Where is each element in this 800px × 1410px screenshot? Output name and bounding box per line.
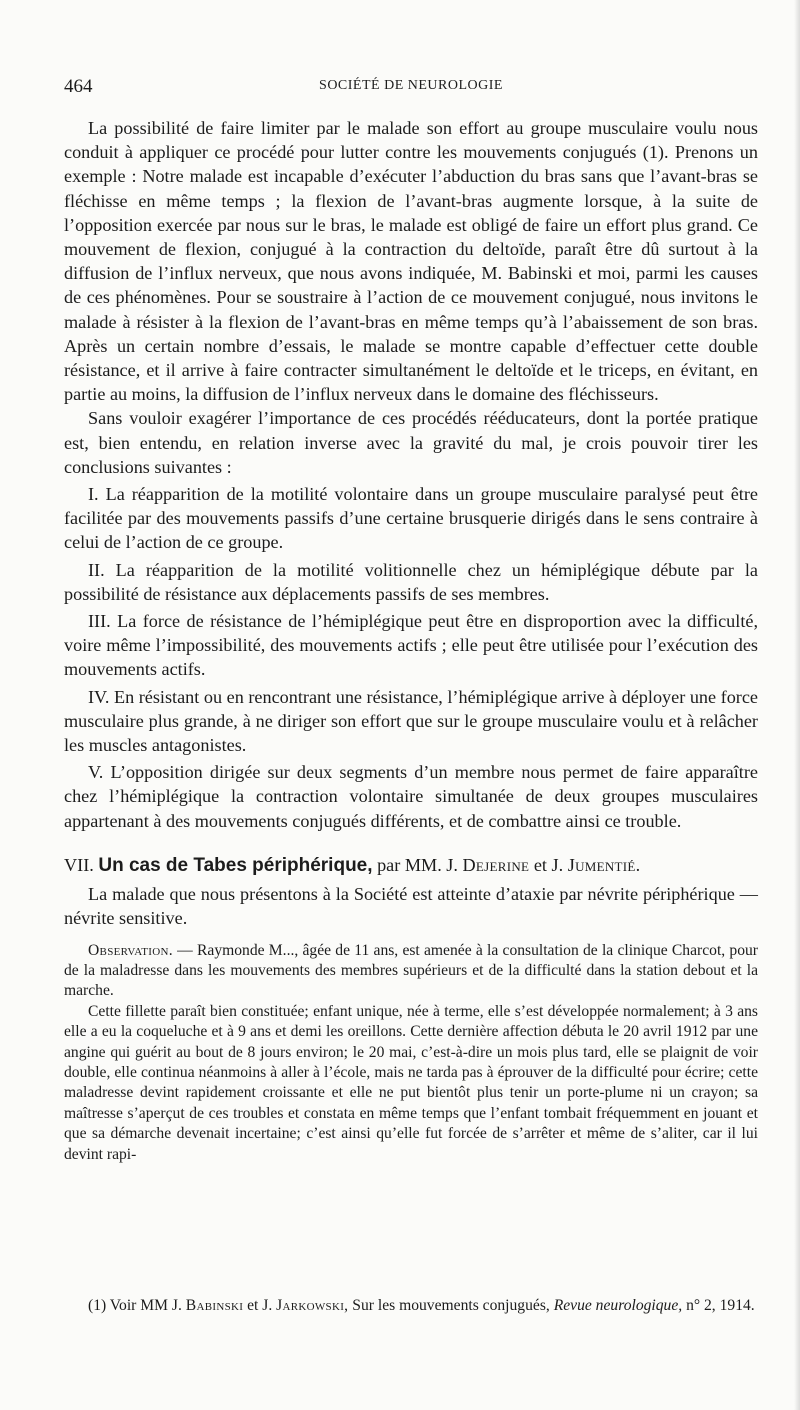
page-header <box>64 76 758 100</box>
footnote-1 <box>64 1296 758 1316</box>
footnote-and: et J. <box>247 1297 273 1314</box>
page-number: 464 <box>64 76 93 97</box>
author-dejerine: Dejerine <box>462 854 530 875</box>
conclusion-item: V. L’opposition dirigée sur deux segments d’un membre nous permet de faire apparaître chez l’hémiplégique la contraction volontaire simultanée de deux groupes musculaires appartenant à des mouvements conjugués différents, et de combattre ainsi ce trouble. <box>64 762 758 831</box>
observation-text: — Raymonde M..., âgée de 11 ans, est amenée à la consultation de la clinique Charcot, pour de la maladresse dans les mouvements des membres supérieurs et de la difficulté dans la station debout et la marche. <box>64 941 758 1000</box>
paragraph-conjugate-movements: La possibilité de faire limiter par le malade son effort au groupe musculaire voulu nous conduit à appliquer ce procédé pour lutter contre les mouvements conjugués (1). Prenons un exemple : Notre malade est incapable d’exécuter l’abduction du bras sans que l’avant-bras se fléchisse en même temps ; la flexion de l’avant-bras augmente lorsque, à la suite de l’opposition exercée par nous sur le bras, le malade est obligé de faire un effort plus grand. Ce mouvement de flexion, conjugué à la contraction du deltoïde, paraît être dû surtout à la diffusion de l’influx nerveux, que nous avons indiquée, M. Babinski et moi, parmi les causes de ces phénomènes. Pour se soustraire à l’action de ce mouvement conjugué, nous invitons le malade à résister à la flexion de l’avant-bras en même temps qu’à l’abaissement de son bras. Après un certain nombre d’essais, le malade se montre capable d’effectuer cette double résistance, et il arrive à faire contracter simultanément le deltoïde et le triceps, en évitant, en partie au moins, la diffusion de l’influx nerveux dans le domaine des fléchisseurs. <box>64 118 758 405</box>
paragraph-conclusions-intro: Sans vouloir exagérer l’importance de ces procédés rééducateurs, dont la portée pratique est, bien entendu, en relation inverse avec la gravité du mal, je crois pouvoir tirer les conclusions suivantes : <box>64 408 758 477</box>
footnote-author-jarkowski: Jarkowski, <box>276 1297 349 1314</box>
observation-label: Observation. <box>88 941 173 959</box>
section-heading <box>64 853 758 878</box>
running-title: SOCIÉTÉ DE NEUROLOGIE <box>319 78 503 93</box>
section-by: par MM. J. <box>377 854 458 875</box>
footnote-text: Sur les mouvements conjugués, <box>352 1297 550 1314</box>
footnote-mark: (1) Voir MM J. <box>88 1297 182 1314</box>
conclusion-item: IV. En résistant ou en rencontrant une résistance, l’hémiplégique arrive à déployer une force musculaire plus grande, à ne diriger son effort que sur le groupe musculaire voulu et à relâcher les muscles antagonistes. <box>64 686 758 756</box>
section-number: VII. <box>64 854 94 875</box>
case-intro: La malade que nous présentons à la Société est atteinte d’ataxie par névrite périphérique — névrite sensitive. <box>64 884 758 929</box>
scan-edge-shadow <box>794 0 800 1410</box>
conclusion-item: III. La force de résistance de l’hémiplégique peut être en disproportion avec la difficulté, voire même l’impossibilité, des mouvements actifs ; elle peut être utilisée pour l’exécution des mouvements actifs. <box>64 611 758 680</box>
footnote <box>64 1296 758 1316</box>
section-title: Un cas de Tabes périphérique, <box>98 854 373 876</box>
observation-continuation: Cette fillette paraît bien constituée; enfant unique, née à terme, elle s’est développée normalement; à 3 ans elle a eu la coqueluche et à 9 ans et demi les oreillons. Cette dernière affection débuta le 20 avril 1912 par une angine qui guérit au bout de 8 jours environ; le 20 mai, c’est-à-dire un mois plus tard, elle se plaignit de voir double, elle continua néanmoins à aller à l’école, mais ne tarda pas à éprouver de la difficulté pour écrire; cette maladresse devint rapidement croissante et elle ne put bientôt plus tenir un porte-plume ni un crayon; sa maîtresse s’aperçut de ces troubles et constata en même temps que l’enfant tombait fréquemment en jouant et que sa démarche devenait incertaine; c’est ainsi qu’elle fut forcée de s’arrêter et même de s’aliter, car il lui devint rapi- <box>64 1002 758 1163</box>
page-body <box>64 116 758 1165</box>
footnote-journal: Revue neurologique, <box>553 1297 683 1314</box>
section-and: et J. <box>533 854 564 875</box>
conclusion-item: II. La réapparition de la motilité volitionnelle chez un hémiplégique débute par la possibilité de résistance aux déplacements passifs de ses membres. <box>64 559 758 604</box>
conclusion-item: I. La réapparition de la motilité volontaire dans un groupe musculaire paralysé peut être facilitée par des mouvements passifs d’une certaine brusquerie dirigés dans le sens contraire à celui de l’action de ce groupe. <box>64 484 758 553</box>
author-jumentie: Jumentié. <box>567 854 641 875</box>
observation-paragraph <box>64 941 758 1002</box>
footnote-ref: n° 2, 1914. <box>686 1297 755 1314</box>
footnote-author-babinski: Babinski <box>185 1297 244 1314</box>
